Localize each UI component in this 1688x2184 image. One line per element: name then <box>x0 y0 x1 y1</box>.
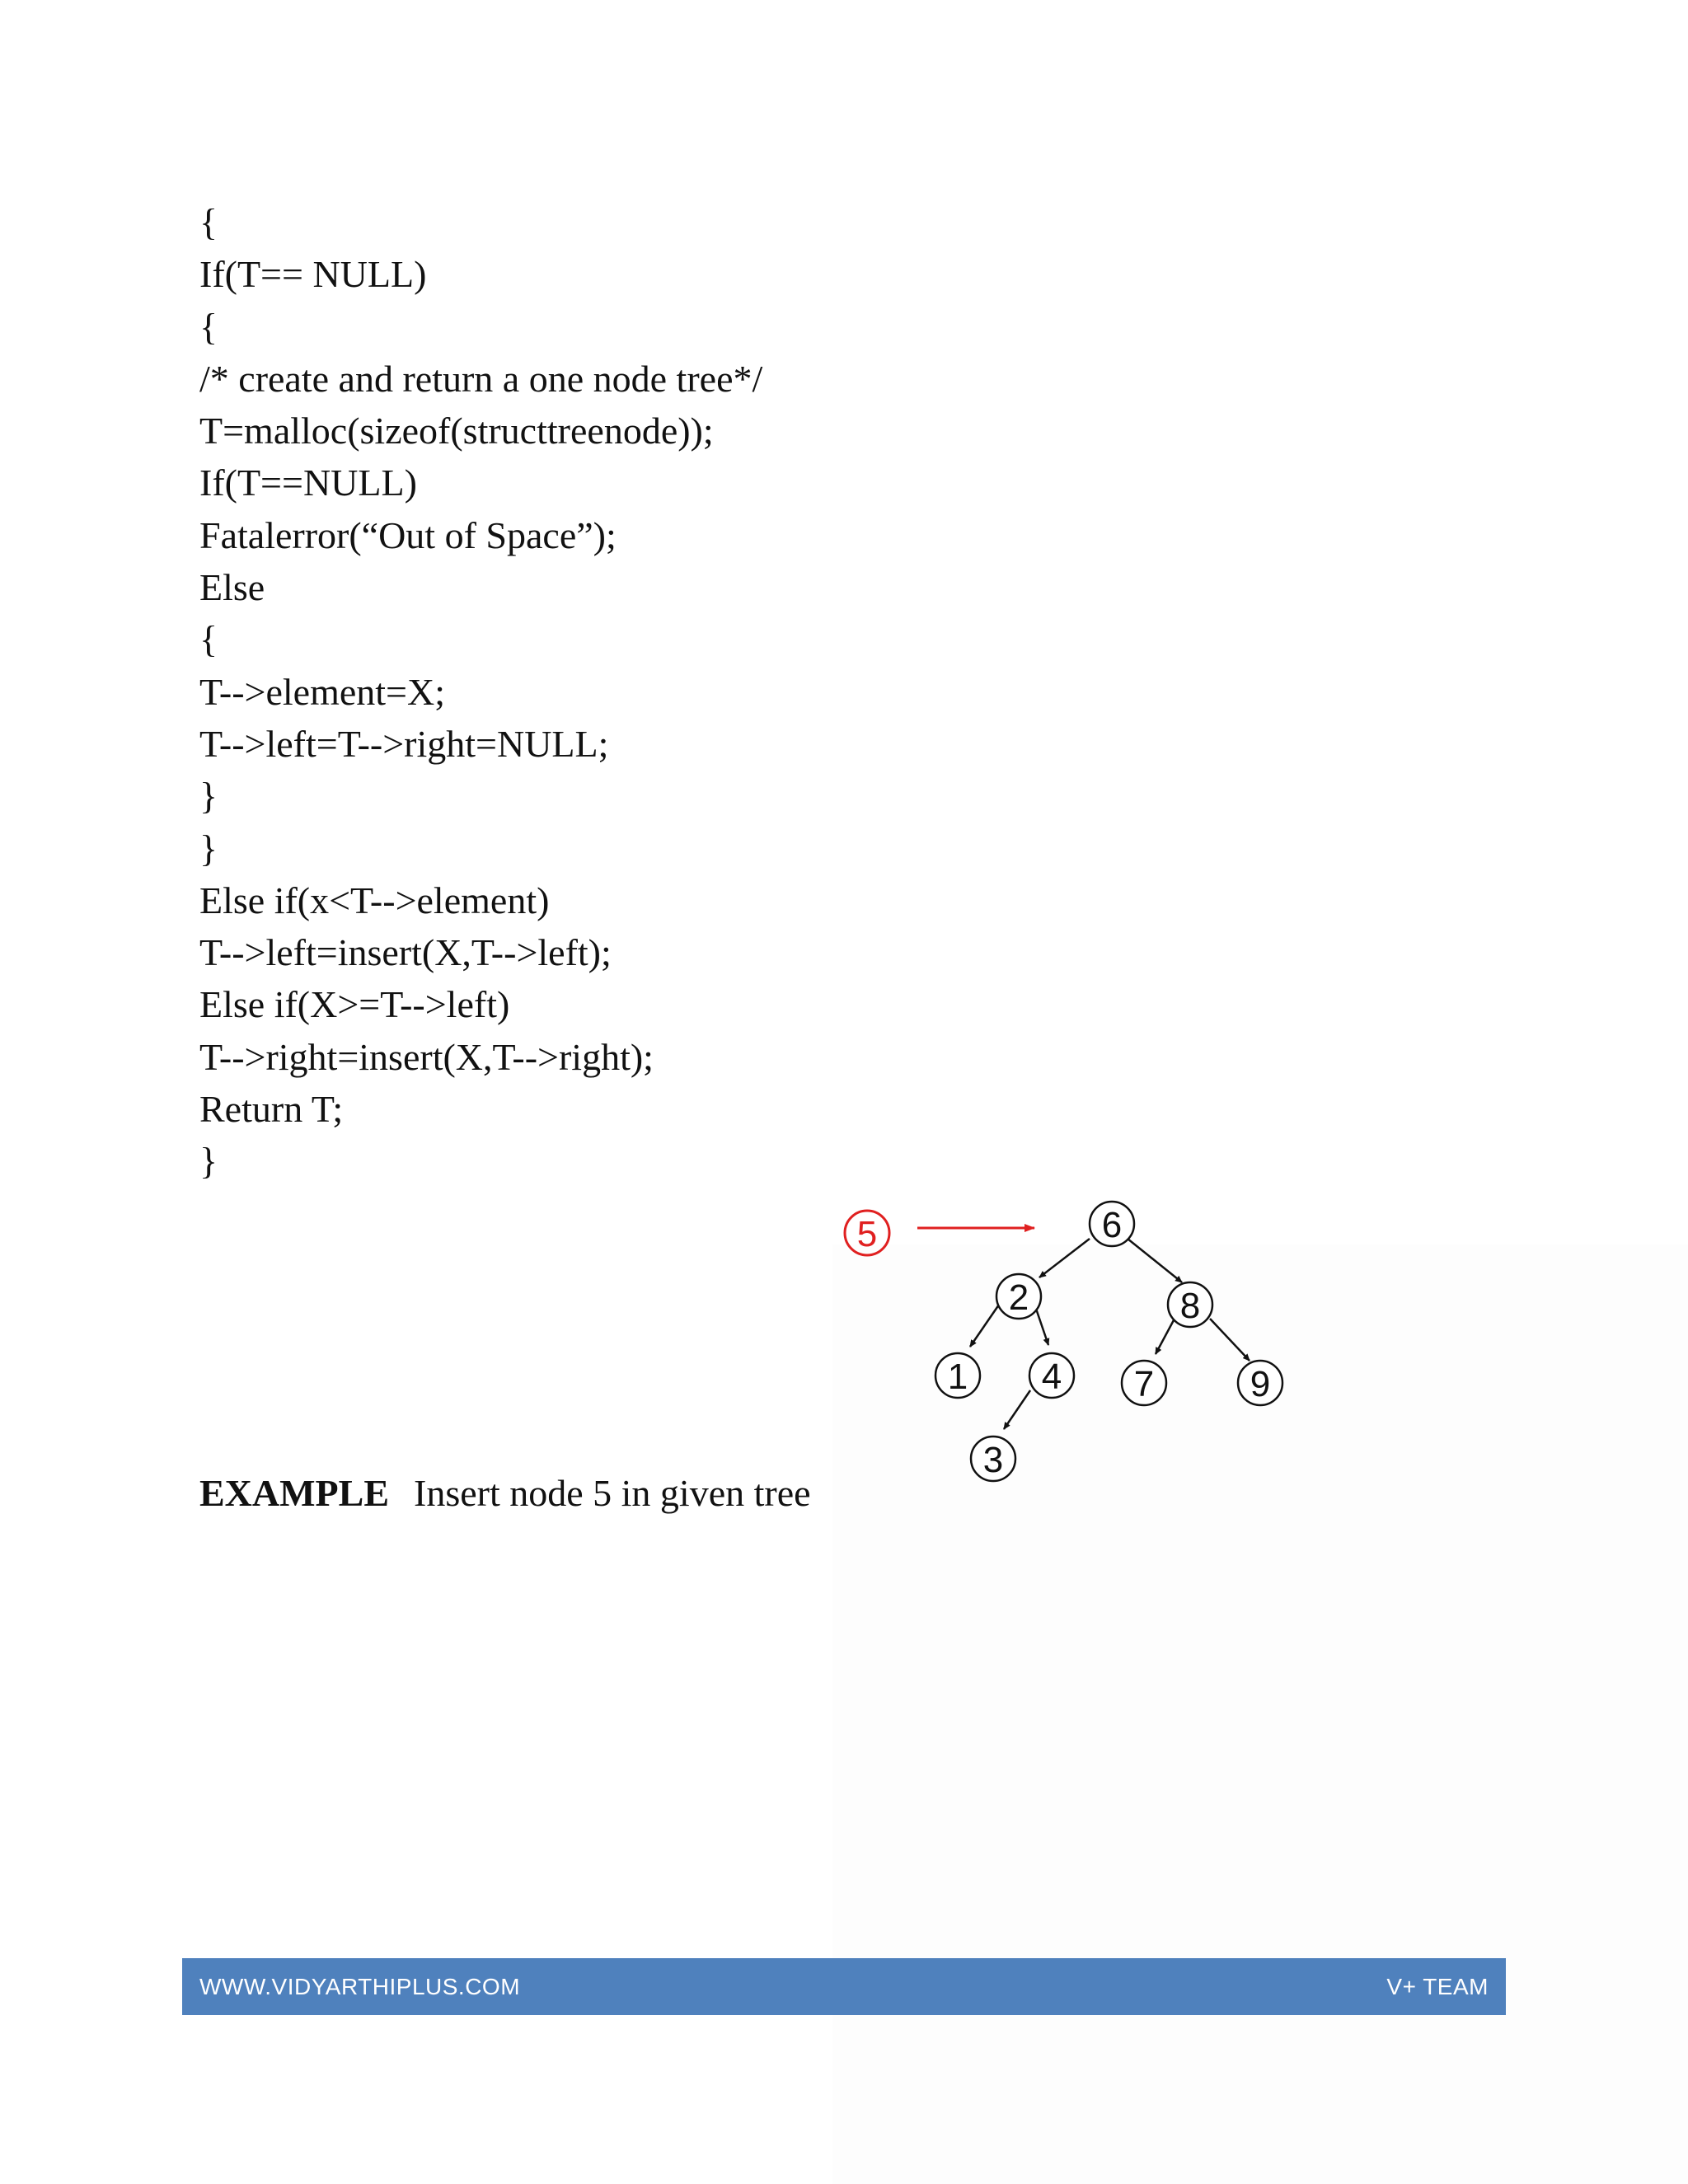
tree-node <box>996 1274 1041 1319</box>
code-line: } <box>199 1140 218 1183</box>
example-text: Insert node 5 in given tree <box>414 1472 811 1514</box>
code-line: } <box>199 827 218 869</box>
bst-insert-figure <box>832 1187 1327 1500</box>
footer-bar <box>182 1958 1506 2015</box>
footer-website-link[interactable]: WWW.VIDYARTHIPLUS.COM <box>199 1974 521 1999</box>
footer-team-label: V+ TEAM <box>1386 1974 1489 1999</box>
new-node-label: 5 <box>856 1214 878 1254</box>
svg-text:3: 3 <box>982 1440 1004 1480</box>
code-line: { <box>199 201 218 243</box>
svg-text:1: 1 <box>947 1357 968 1397</box>
svg-text:4: 4 <box>1041 1357 1062 1397</box>
code-line: If(T==NULL) <box>199 462 417 504</box>
edge-4-3 <box>1004 1390 1030 1429</box>
edge-6-8 <box>1128 1239 1182 1282</box>
edge-2-1 <box>970 1305 999 1347</box>
svg-text:6: 6 <box>1101 1205 1123 1245</box>
code-line: If(T== NULL) <box>199 253 427 296</box>
tree-node <box>1238 1361 1282 1405</box>
tree-node <box>1168 1282 1212 1327</box>
svg-text:8: 8 <box>1179 1286 1201 1326</box>
code-line: Else if(X>=T-->left) <box>199 983 510 1026</box>
svg-text:9: 9 <box>1250 1364 1271 1404</box>
tree-node <box>1029 1353 1074 1398</box>
code-line: T-->element=X; <box>199 670 445 713</box>
tree-node <box>1122 1361 1166 1405</box>
example-caption <box>199 1471 811 1515</box>
code-line: /* create and return a one node tree*/ <box>199 357 763 400</box>
code-line: Else if(x<T-->element) <box>199 879 550 921</box>
code-line: } <box>199 775 218 818</box>
svg-text:2: 2 <box>1008 1277 1029 1318</box>
code-line: T-->right=insert(X,T-->right); <box>199 1035 654 1078</box>
edge-2-4 <box>1036 1309 1048 1345</box>
code-line: T-->left=T-->right=NULL; <box>199 722 609 765</box>
code-line: Fatalerror(“Out of Space”); <box>199 513 617 556</box>
code-line: { <box>199 618 218 661</box>
code-line: { <box>199 305 218 348</box>
edge-8-9 <box>1210 1319 1250 1361</box>
code-line: Else <box>199 566 265 609</box>
code-line: T-->left=insert(X,T-->left); <box>199 931 612 974</box>
example-label: EXAMPLE <box>199 1472 389 1514</box>
tree-node <box>935 1353 980 1398</box>
tree-node <box>1090 1202 1134 1246</box>
svg-text:7: 7 <box>1133 1364 1155 1404</box>
edge-6-2 <box>1039 1239 1090 1277</box>
code-line: T=malloc(sizeof(structtreenode)); <box>199 410 714 452</box>
code-block <box>199 196 941 1188</box>
edge-8-7 <box>1156 1319 1175 1354</box>
tree-node <box>971 1436 1015 1481</box>
code-line: Return T; <box>199 1088 344 1131</box>
bst-diagram <box>832 1187 1327 1500</box>
